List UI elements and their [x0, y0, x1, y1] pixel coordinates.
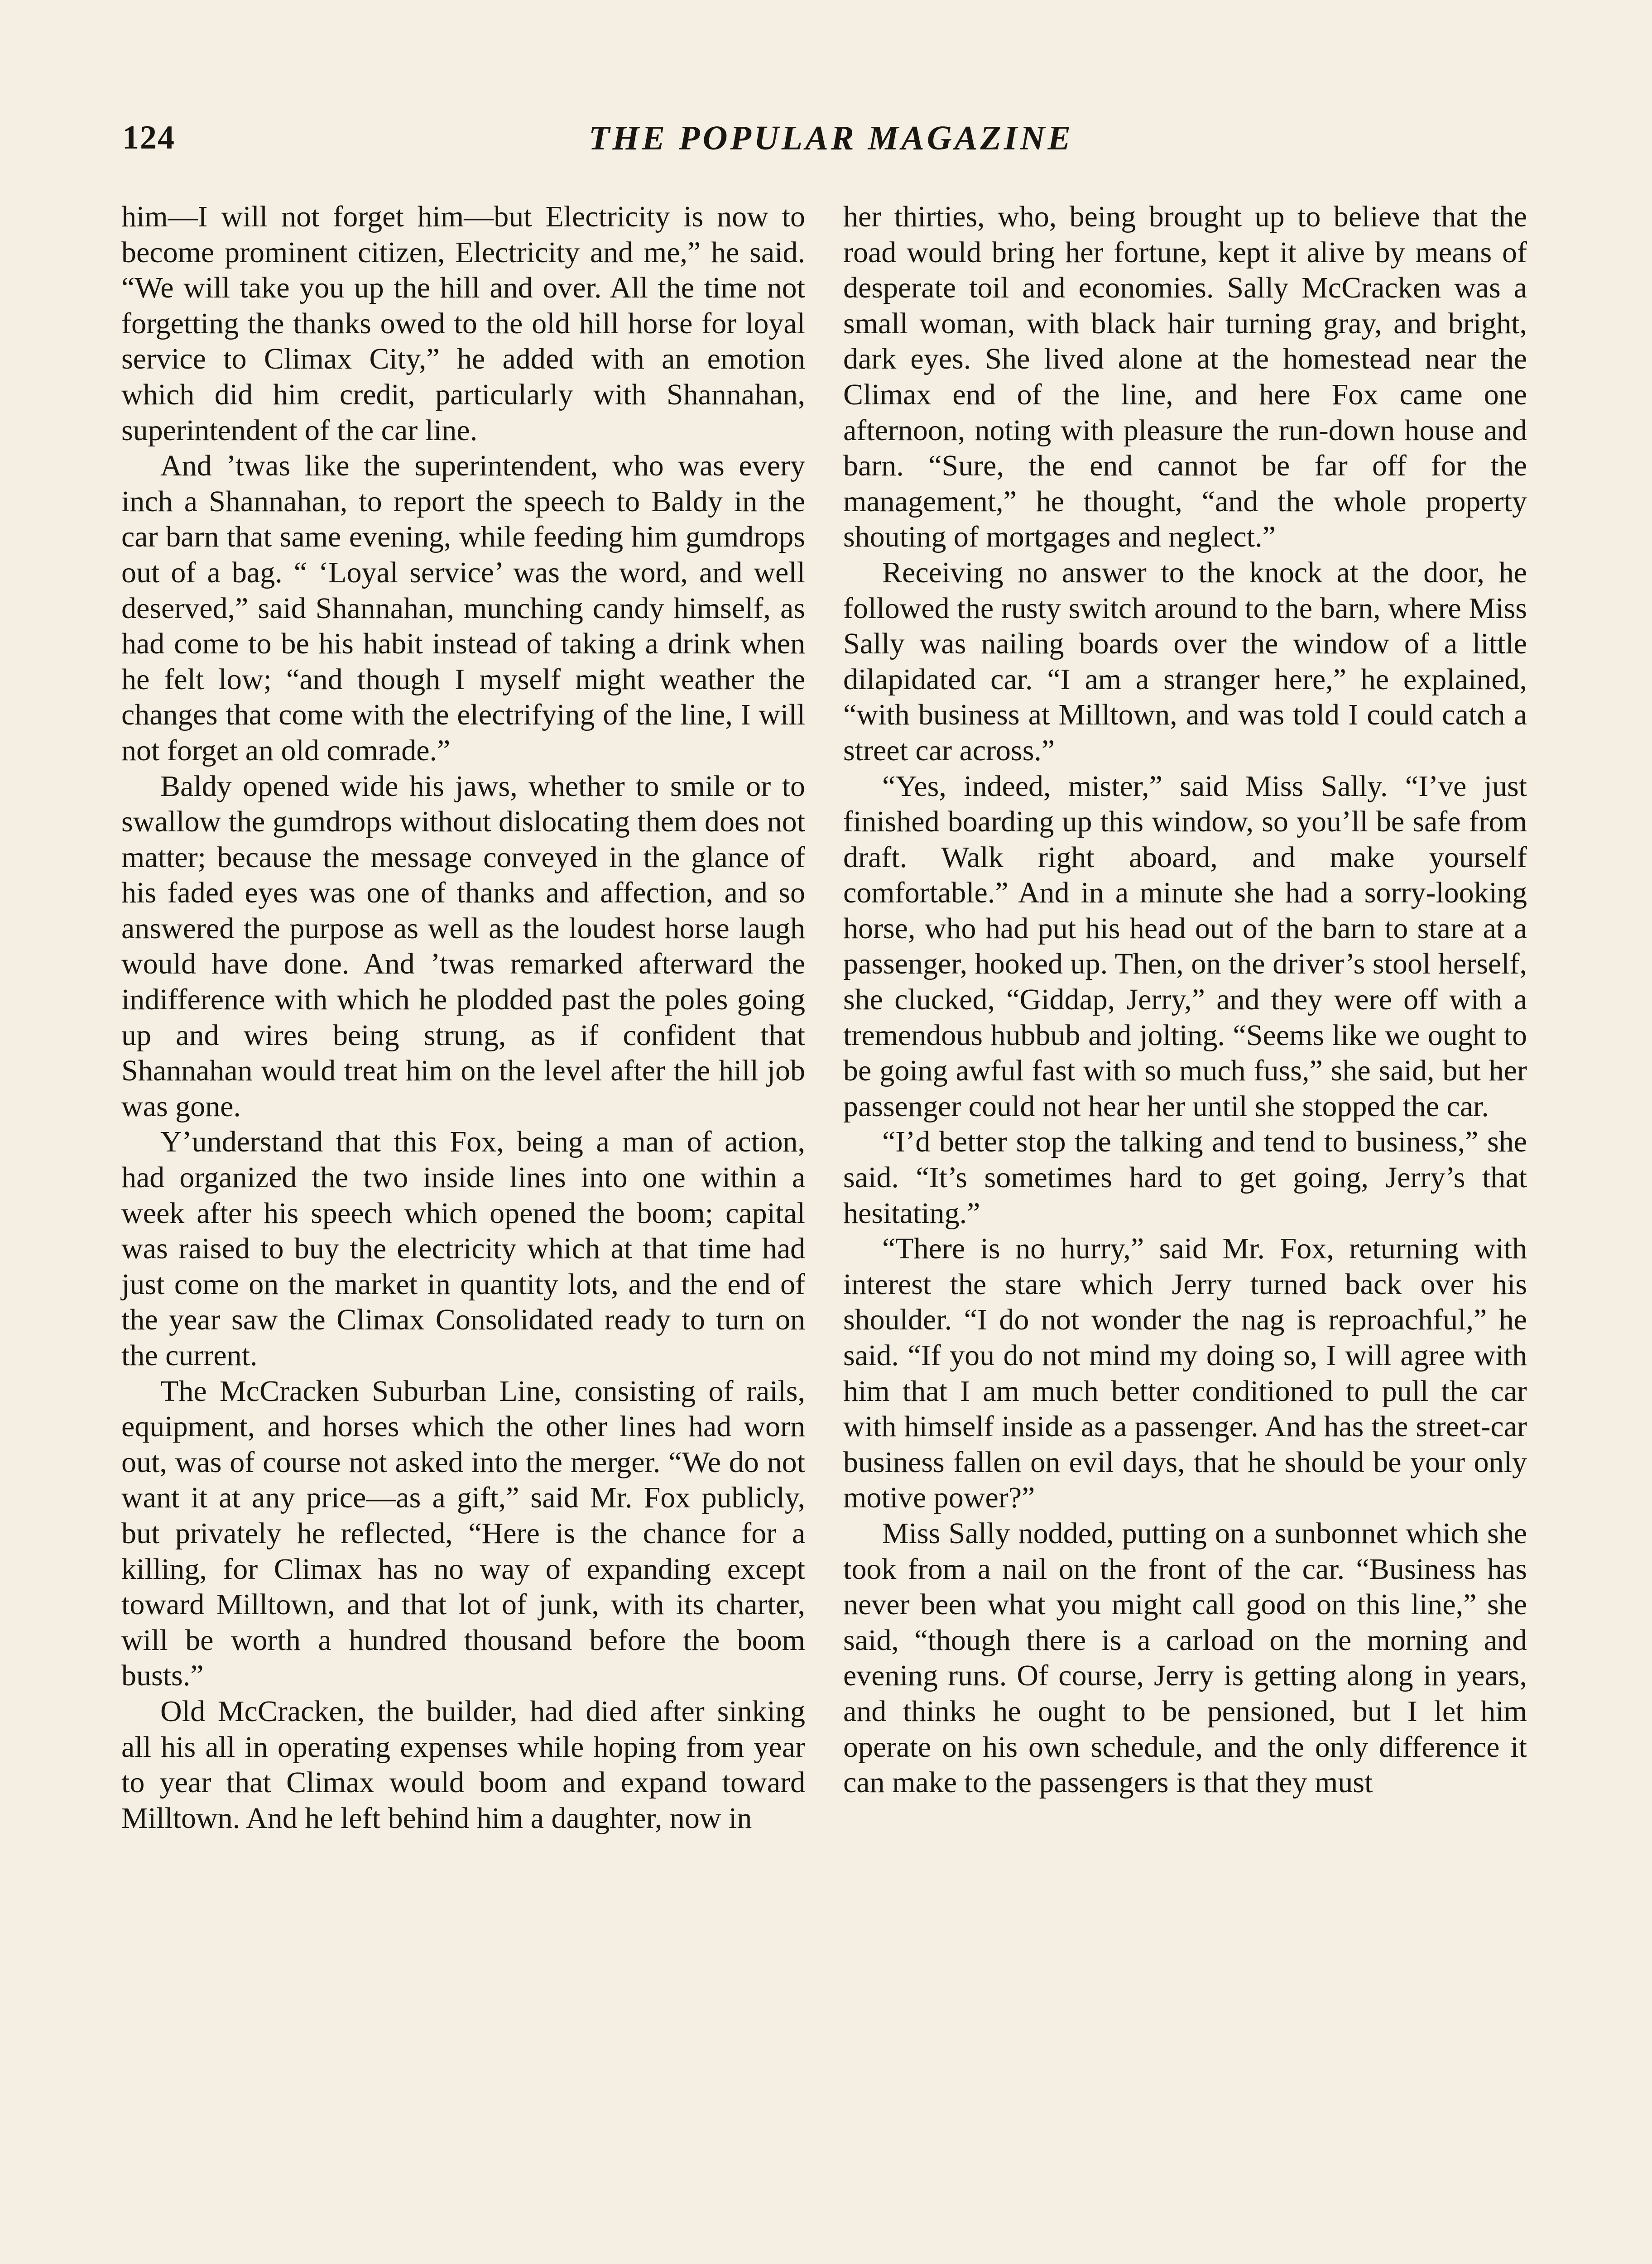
paragraph: “There is no hurry,” said Mr. Fox, returning with interest the stare which Jerry turned back over his shoulder. “I do not wonder the nag is reproachful,” he said. “If you do not mind my doing so, I will agree with him that I am much better conditioned to pull the car with himself inside as a passenger. And has the street-car business fallen on evil days, that he should be your only motive power?”	[843, 1232, 1527, 1515]
paragraph: Receiving no answer to the knock at the door, he followed the rusty switch around to the barn, where Miss Sally was nailing boards over the window of a little dilapidated car. “I am a stranger here,” he explained, “with business at Milltown, and was told I could catch a street car across.”	[843, 556, 1527, 767]
paragraph: And ’twas like the superintendent, who was every inch a Shannahan, to report the speech to Baldy in the car barn that same evening, while feeding him gumdrops out of a bag. “ ‘Loyal service’ was the word, and well deserved,” said Shannahan, munching candy himself, as had come to be his habit instead of taking a drink when he felt low; “and though I myself might weather the changes that come with the electrifying of the line, I will not forget an old comrade.”	[121, 449, 805, 767]
paragraph: The McCracken Suburban Line, consisting of rails, equipment, and horses which the other lines had worn out, was of course not asked into the merger. “We do not want it at any price—as a gift,” said Mr. Fox publicly, but privately he reflected, “Here is the chance for a killing, for Climax has no way of expanding except toward Milltown, and that lot of junk, with its charter, will be worth a hundred thousand before the boom busts.”	[121, 1374, 805, 1693]
paragraph: “I’d better stop the talking and tend to business,” she said. “It’s sometimes hard to get going, Jerry’s that hesitating.”	[843, 1125, 1527, 1230]
paragraph: Baldy opened wide his jaws, whether to smile or to swallow the gumdrops without dislocating them does not matter; because the message conveyed in the glance of his faded eyes was one of thanks and affection, and so answered the purpose as well as the loudest horse laugh would have done. And ’twas remarked afterward the indifference with which he plodded past the poles going up and wires being strung, as if confident that Shannahan would treat him on the level after the hill job was gone.	[121, 769, 805, 1123]
running-title: THE POPULAR MAGAZINE	[588, 119, 1074, 157]
paragraph: Miss Sally nodded, putting on a sunbonnet which she took from a nail on the front of the car. “Business has never been what you might call good on this line,” she said, “though there is a carload on the morning and evening runs. Of course, Jerry is getting along in years, and thinks he ought to be pensioned, but I let him operate on his own schedule, and the only difference it can make to the passengers is that they must	[843, 1516, 1527, 1799]
left-column	[121, 199, 805, 1836]
paragraph: her thirties, who, being brought up to believe that the road would bring her fortune, kept it alive by means of desperate toil and economies. Sally McCracken was a small woman, with black hair turning gray, and bright, dark eyes. She lived alone at the homestead near the Climax end of the line, and here Fox came one afternoon, noting with pleasure the run-down house and barn. “Sure, the end cannot be far off for the management,” he thought, “and the whole property shouting of mortgages and neglect.”	[843, 200, 1527, 554]
paragraph: him—I will not forget him—but Electricity is now to become prominent citizen, Electricity and me,” he said. “We will take you up the hill and over. All the time not forgetting the thanks owed to the old hill horse for loyal service to Climax City,” he added with an emotion which did him credit, particularly with Shannahan, superintendent of the car line.	[121, 200, 805, 447]
paragraph: Old McCracken, the builder, had died after sinking all his all in operating expenses while hoping from year to year that Climax would boom and expand toward Milltown. And he left behind him a daughter, now in	[121, 1694, 805, 1835]
paragraph: Y’understand that this Fox, being a man of action, had organized the two inside lines into one within a week after his speech which opened the boom; capital was raised to buy the electricity which at that time had just come on the market in quantity lots, and the end of the year saw the Climax Consolidated ready to turn on the current.	[121, 1125, 805, 1372]
right-column	[843, 199, 1527, 1801]
page-number: 124	[122, 119, 175, 156]
paragraph: “Yes, indeed, mister,” said Miss Sally. “I’ve just finished boarding up this window, so you’ll be safe from draft. Walk right aboard, and make yourself comfortable.” And in a minute she had a sorry-looking horse, who had put his head out of the barn to stare at a passenger, hooked up. Then, on the driver’s stool herself, she clucked, “Giddap, Jerry,” and they were off with a tremendous hubbub and jolting. “Seems like we ought to be going awful fast with so much fuss,” she said, but her passenger could not hear her until she stopped the car.	[843, 769, 1527, 1123]
page-header	[122, 119, 1540, 168]
